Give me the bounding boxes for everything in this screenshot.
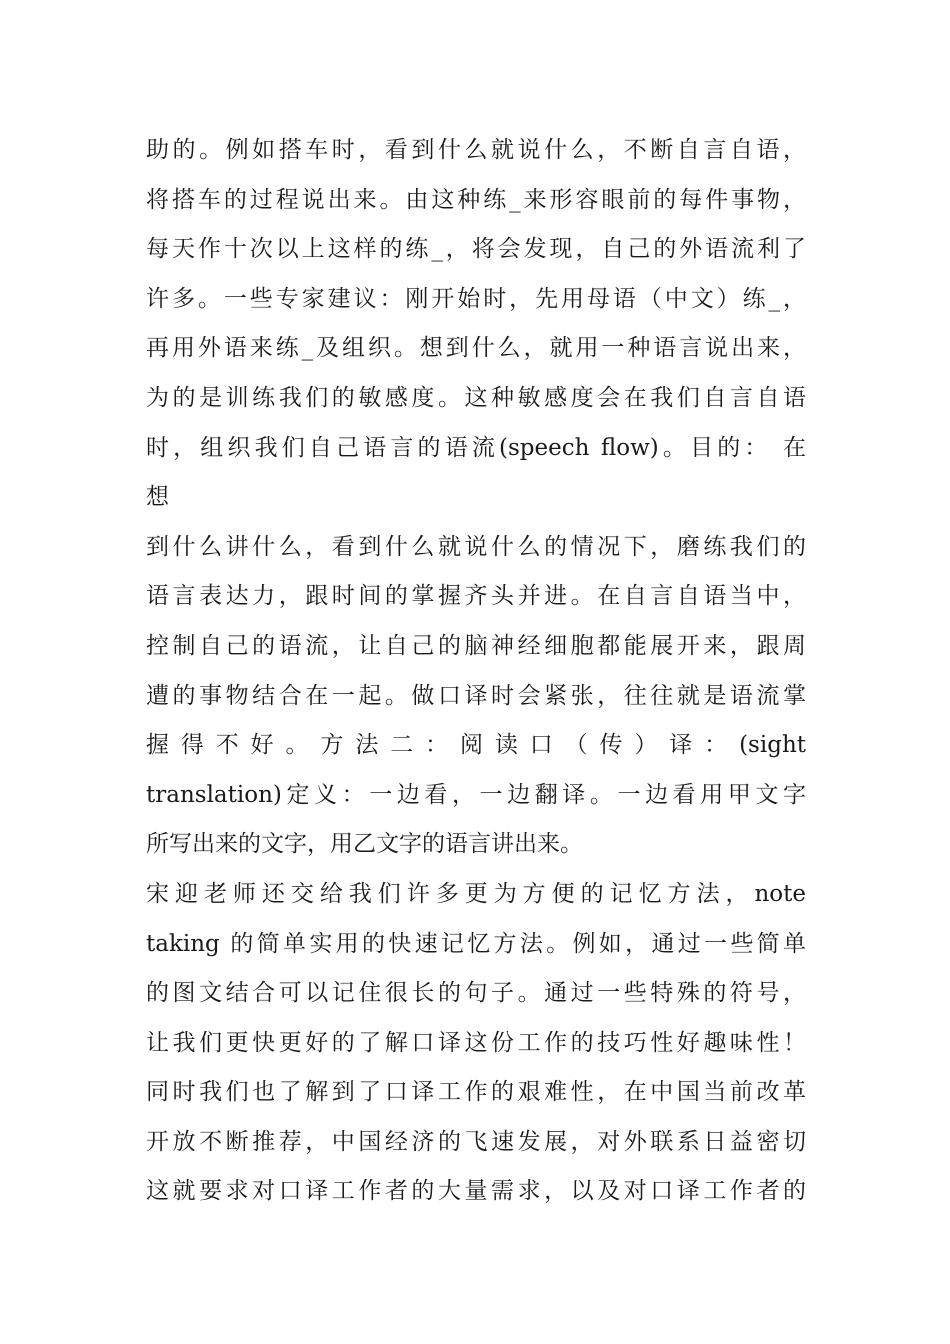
- text-line: 这就要求对口译工作者的大量需求，以及对口译工作者的: [146, 1178, 806, 1205]
- body-text: [146, 126, 806, 1217]
- text-line: 控制自己的语流，让自己的脑神经细胞都能展开来，跟周: [146, 632, 806, 659]
- text-line: 将搭车的过程说出来。由这种练_来形容眼前的每件事物，: [146, 186, 806, 213]
- text-line: 所写出来的文字，用乙文字的语言讲出来。: [146, 831, 583, 858]
- text-line: 想: [146, 484, 169, 511]
- text-line: 再用外语来练_及组织。想到什么，就用一种语言说出来，: [146, 335, 806, 362]
- text-line: 为的是训练我们的敏感度。这种敏感度会在我们自言自语: [146, 384, 806, 411]
- text-line: 遭的事物结合在一起。做口译时会紧张，往往就是语流掌: [146, 682, 806, 709]
- text-line: 到什么讲什么，看到什么就说什么的情况下，磨练我们的: [146, 533, 806, 560]
- text-line: taking 的简单实用的快速记忆方法。例如，通过一些简单: [146, 930, 806, 957]
- text-line: 宋迎老师还交给我们许多更为方便的记忆方法，note: [146, 880, 806, 907]
- text-line: 每天作十次以上这样的练_，将会发现，自己的外语流利了: [146, 236, 806, 263]
- text-line: 时，组织我们自己语言的语流(speech flow)。目的： 在: [146, 434, 806, 461]
- text-line: 同时我们也了解到了口译工作的艰难性，在中国当前改革: [146, 1079, 806, 1106]
- text-line: 握 得 不 好 。 方 法 二 ： 阅 读 口 （ 传 ） 译 ： (sight: [146, 732, 806, 759]
- text-line: translation)定义：一边看，一边翻译。一边看用甲文字: [146, 781, 806, 808]
- text-line: 语言表达力，跟时间的掌握齐头并进。在自言自语当中，: [146, 583, 806, 610]
- text-line: 开放不断推荐，中国经济的飞速发展，对外联系日益密切: [146, 1128, 806, 1155]
- text-line: 许多。一些专家建议：刚开始时，先用母语（中文）练_，: [146, 285, 806, 312]
- text-line: 助的。例如搭车时，看到什么就说什么，不断自言自语，: [146, 137, 806, 163]
- text-line: 的图文结合可以记住很长的句子。通过一些特殊的符号，: [146, 980, 806, 1007]
- text-line: 让我们更快更好的了解口译这份工作的技巧性好趣味性！: [146, 1029, 806, 1056]
